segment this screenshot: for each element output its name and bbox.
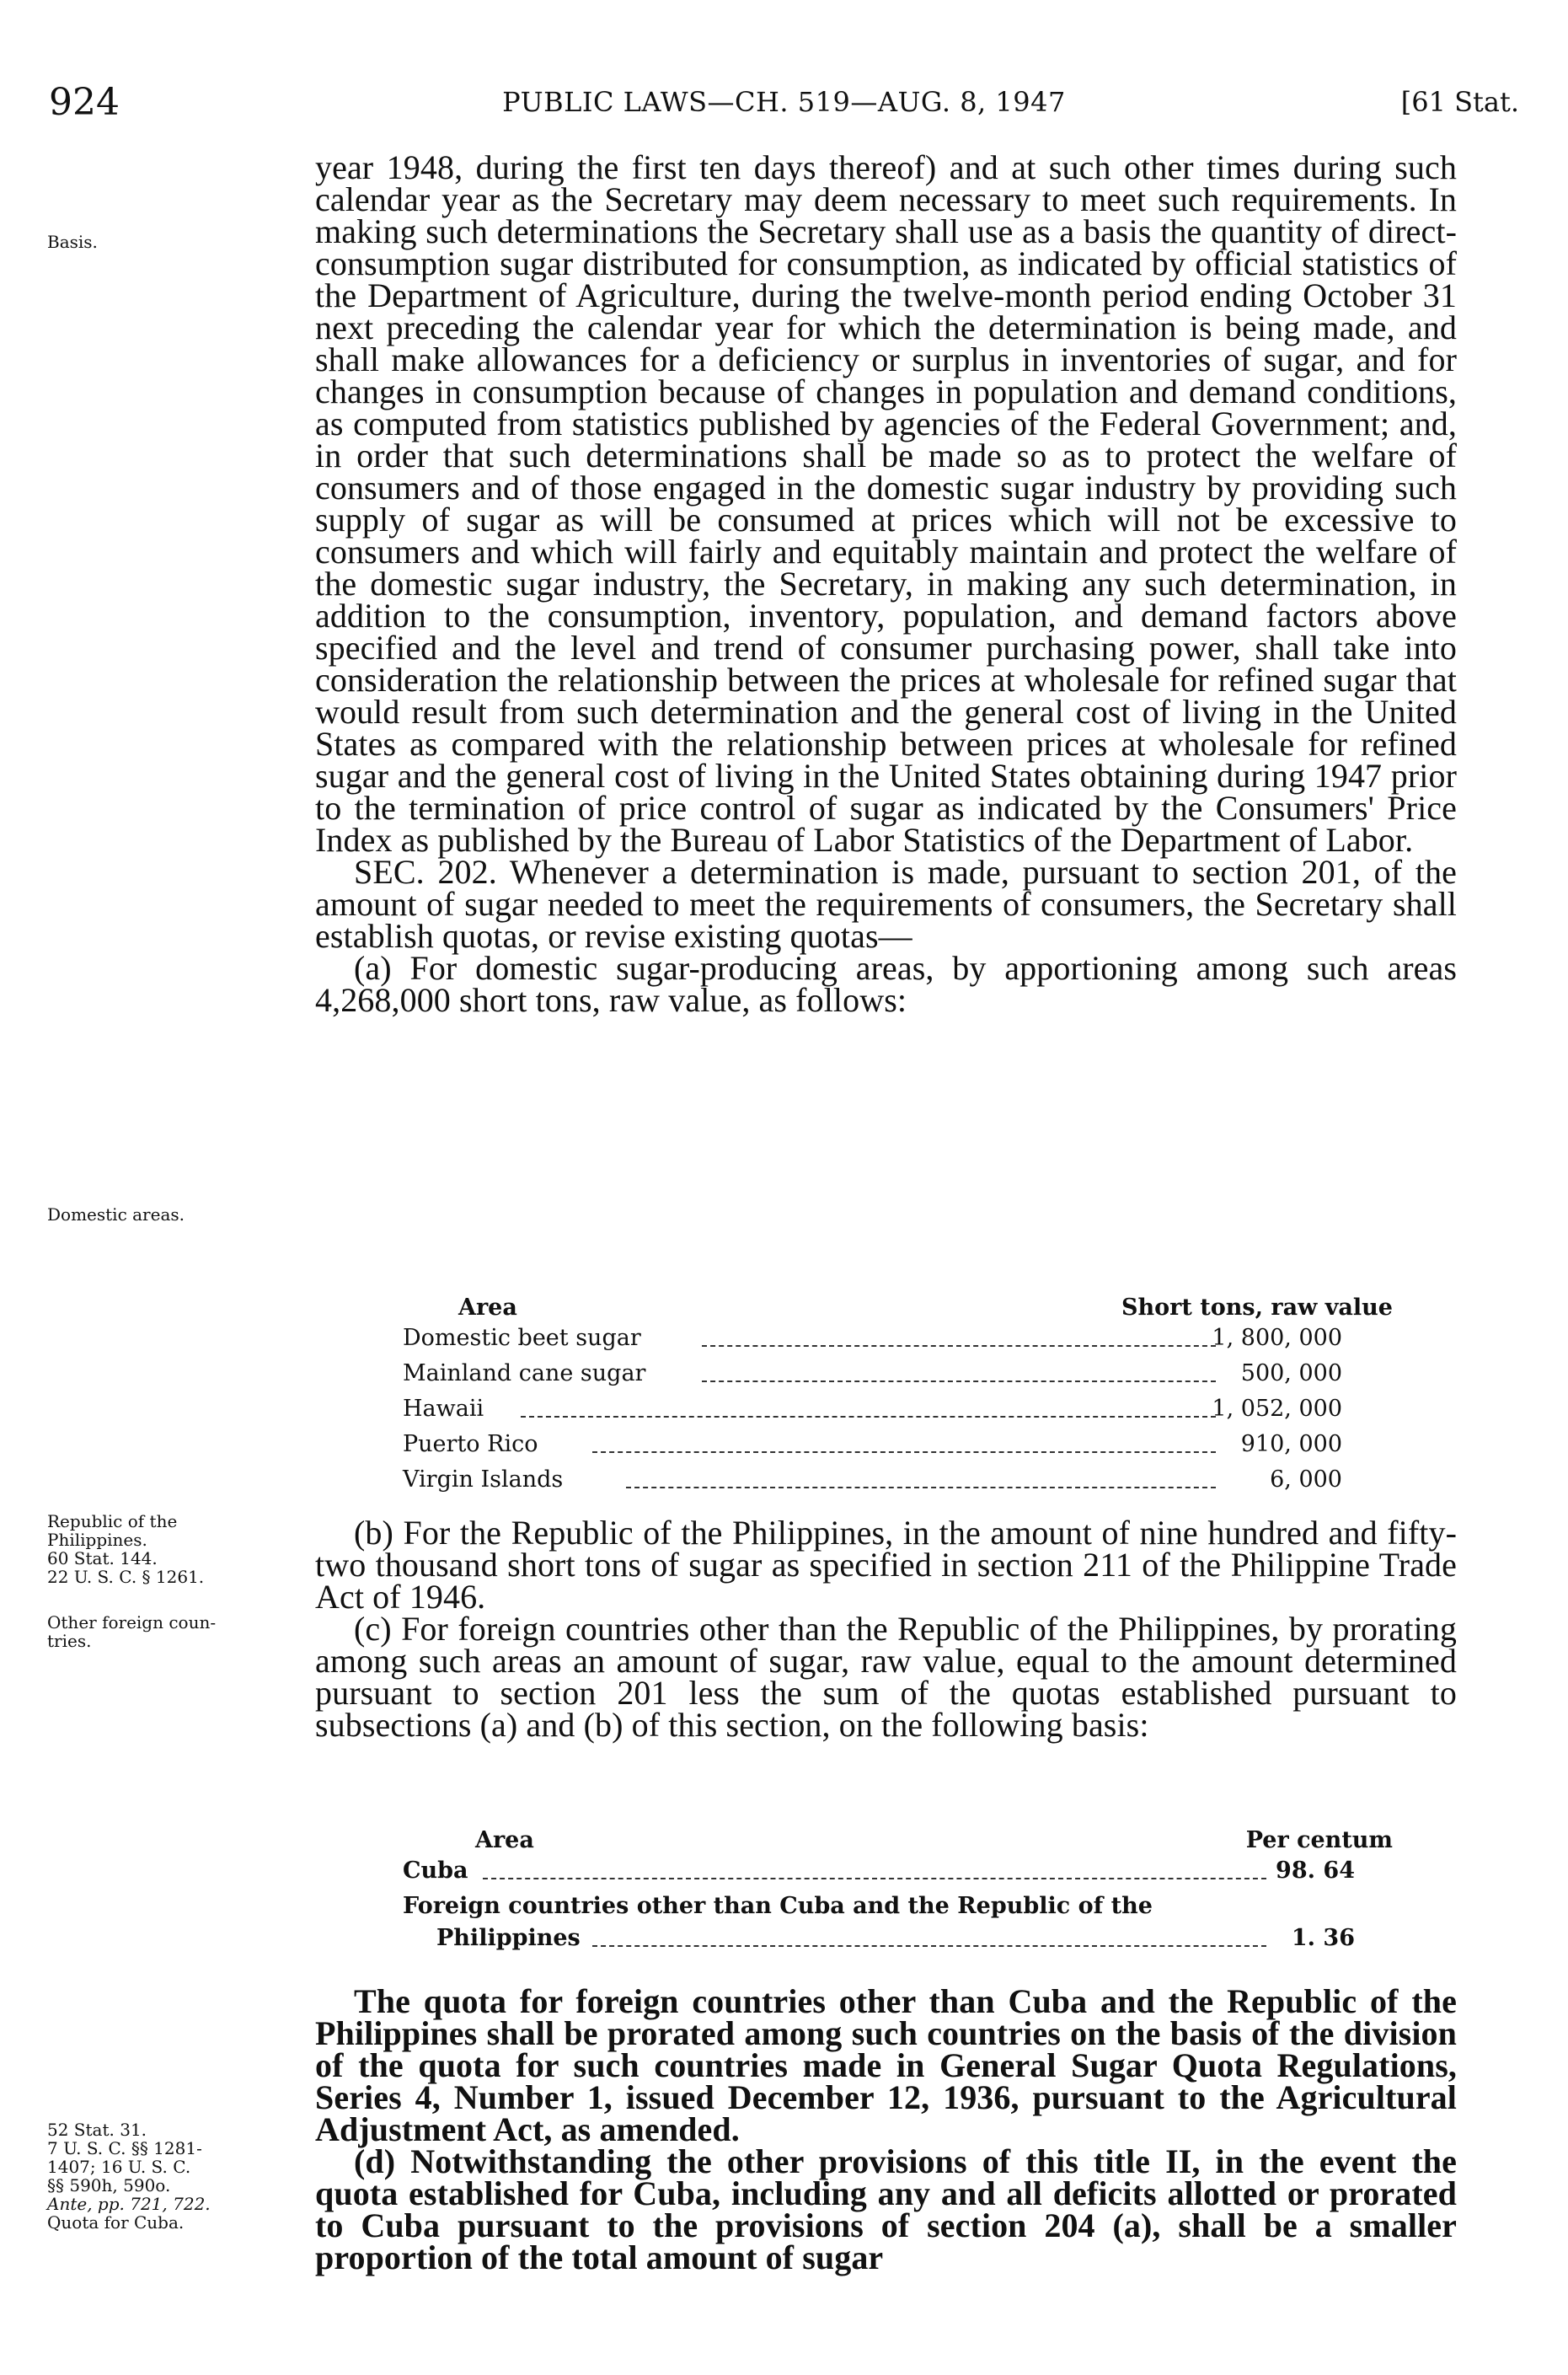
table-row: Philippines 1. 36 <box>436 1925 1355 1951</box>
margin-note-other-foreign: Other foreign coun- tries. <box>47 1612 217 1651</box>
table-row: Cuba 98. 64 <box>403 1858 1355 1884</box>
margin-note-domestic-areas: Domestic areas. <box>47 1204 185 1225</box>
paragraph-quota-prorating: The quota for foreign countries other than Cuba and the Republic of the Philippines shall be prorated among such countries on the basis of the division of the quota for such countries made in General Sugar Quota Regulations, Series 4, Number 1, issued December 12, 1936, pursuant to the Agricultural Adjustment Act, as amended. <box>315 1982 1457 2148</box>
table-row: Domestic beet sugar 1, 800, 000 <box>403 1325 1342 1351</box>
table-row: Puerto Rico 910, 000 <box>403 1431 1342 1457</box>
table-row: Hawaii 1, 052, 000 <box>403 1396 1342 1422</box>
subsection-c: (c) For foreign countries other than the Republic of the Philippines, by prorating among such areas an amount of sugar, raw value, equal to the amount determined pursuant to section 201 less the sum of the quotas established pursuant to subsections (a) and (b) of this section, on the following basis: <box>315 1610 1457 1744</box>
subsection-d: (d) Notwithstanding the other provisions of this title II, in the event the quota established for Cuba, including any and all deficits allotted or prorated to Cuba pursuant to the provisions of section 204 (a), shall be a smaller proportion of the total amount of sugar <box>315 2142 1457 2276</box>
subsection-a: (a) For domestic sugar-producing areas, by apportioning among such areas 4,268,000 short tons, raw value, as follows: <box>315 949 1457 1019</box>
page-header <box>49 81 1519 131</box>
volume-reference: [61 Stat. <box>1400 86 1519 118</box>
margin-note-cuba: 52 Stat. 31. 7 U. S. C. §§ 1281- 1407; 16 U. S. C. §§ 590h, 590o. Ante, pp. 721, 722. Quota for Cuba. <box>47 2120 211 2233</box>
subsection-b: (b) For the Republic of the Philippines, in the amount of nine hundred and fifty-two thousand short tons of sugar as specified in section 211 of the Philippine Trade Act of 1946. <box>315 1514 1457 1616</box>
page-number: 924 <box>49 81 120 124</box>
body-block-2 <box>315 1514 1457 1744</box>
foreign-quota-table <box>403 1827 1393 1960</box>
table-row: Mainland cane sugar 500, 000 <box>403 1360 1342 1386</box>
body-block-1 <box>315 148 1457 1019</box>
margin-note-basis: Basis. <box>47 232 98 252</box>
running-title: PUBLIC LAWS—CH. 519—AUG. 8, 1947 <box>502 86 1066 118</box>
table-row: Virgin Islands 6, 000 <box>403 1466 1342 1493</box>
section-202: SEC. 202. Whenever a determination is made, pursuant to section 201, of the amount of sugar needed to meet the requirements of consumers, the Secretary shall establish quotas, or revise existing quotas— <box>315 853 1457 955</box>
table-header: Area Per centum <box>475 1827 1393 1853</box>
body-block-3 <box>315 1982 1457 2276</box>
table-row: Foreign countries other than Cuba and the Republic of the <box>403 1893 1153 1919</box>
margin-note-philippines: Republic of the Philippines. 60 Stat. 144. 22 U. S. C. § 1261. <box>47 1511 205 1587</box>
domestic-quota-table <box>403 1295 1393 1502</box>
paragraph-determination-basis: year 1948, during the first ten days thereof) and at such other times during such calendar year as the Secretary may deem necessary to meet such requirements. In making such determinations the Secretary shall use as a basis the quantity of direct-consumption sugar distributed for consumption, as indicated by official statistics of the Department of Agriculture, during the twelve-month period ending October 31 next preceding the calendar year for which the determination is being made, and shall make allowances for a deficiency or surplus in inventories of sugar, and for changes in consumption because of changes in population and demand conditions, as computed from statistics published by agencies of the Federal Government; and, in order that such determinations shall be made so as to protect the welfare of consumers and of those engaged in the domestic sugar industry by providing such supply of sugar as will be consumed at prices which will not be excessive to consumers and which will fairly and equitably maintain and protect the welfare of the domestic sugar industry, the Secretary, in making any such determination, in addition to the consumption, inventory, population, and demand factors above specified and the level and trend of consumer purchasing power, shall take into consideration the relationship between the prices at wholesale for refined sugar that would result from such determination and the general cost of living in the United States as compared with the relationship between prices at wholesale for refined sugar and the general cost of living in the United States obtaining during 1947 prior to the termination of price control of sugar as indicated by the Consumers' Price Index as published by the Bureau of Labor Statistics of the Department of Labor. <box>315 148 1457 859</box>
table-header: Area Short tons, raw value <box>458 1295 1393 1321</box>
